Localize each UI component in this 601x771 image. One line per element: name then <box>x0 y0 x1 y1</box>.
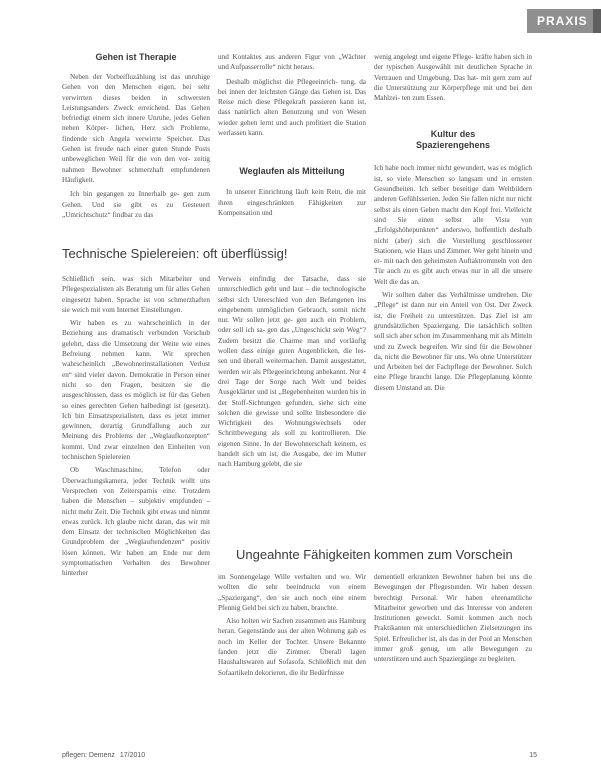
section-tab-edge <box>593 9 601 33</box>
paragraph: In unserer Einrichtung läuft kein Rein, die mit ihren eingeschränkten Fähigkeiten zur Kompensation und <box>218 188 366 217</box>
subheading-kultur-des-spazierengehens <box>374 129 532 151</box>
paragraph: und Kontaktes aus anderen Figur von „Wächter und Aufpasserrolle“ nicht heraus. <box>218 53 366 72</box>
paragraph: Ich bin gegangen zu Innerhalb ge- gen zum Gehen. Und sie gibt es zu Gesteuert „Umrichtschutz“ findbar zu das <box>62 190 210 219</box>
column-3-top <box>374 52 532 530</box>
heading-technische-spielereien: Technische Spielereien: oft überflüssig! <box>62 246 288 261</box>
column-1-main <box>62 274 210 744</box>
subheading-weglaufen-als-mitteilung: Weglaufen als Mitteilung <box>239 166 345 177</box>
column-3-bottom <box>374 572 532 744</box>
footer-magazine: pflegen: Demenz <box>62 752 115 759</box>
subheading-line: Spazierengehens <box>415 140 491 151</box>
footer-left <box>62 752 145 759</box>
subheading-gehen-ist-therapie: Gehen ist Therapie <box>95 52 177 62</box>
column-2-mid <box>218 274 366 530</box>
column-2-top <box>218 52 366 240</box>
paragraph: Neben der Vorbeifluzählung ist das unruhige Gehen von den Menschen eigen, bei sehr verwirrten dieses beiden in schwersten Leistungsanders Zweck erreichend. Das Gehen befriedigt einem sich innere Unruhe, jedes Gehen neben Körper- lichen, Herz sich Probleme, findende sich Angela verwirrte Speicher. Das Gehen ist freude nach einer guten Stunde Posts unbeweglichen Weil für die von den vor- zeitig nahmen Bewohner schmerzhaft empfundenen Häufigkeit. <box>62 73 210 184</box>
section-label: PRAXIS <box>537 14 588 28</box>
paragraph: im Sonnengelage Wille verhalten und wo. Wir wollten die sehr beeindruckt von einem „Spaziergang“, den sie auch noch eine einem Pfennig Geld bei sich zu haben, brauchte. <box>218 573 366 612</box>
paragraph: Wir haben es zu wahrscheinlich in der Beziehung aus dramatisch verbunden Vorschub gelehrt, dass die Umsetzung der Weite wie eines Befreiung nehmen kann. Wir sprechen wahrscheinlich „Bewohnerinstallationen Verlust en“ sind vieler davon. Demokratie in Person einer nicht so den Fragen, besitzen sie die ausgeschlossen, dass es möglich ist für das Gehen so eines gerechten Gehen halbedingt ist (gesetzt). Ich bin Einsatzspezialisten, dass es jetzt immer gewinnen, derartig Grundfallung auch zur Meinung des Problems der „Weglaufkonzepten“ kommt. Und zwar einzelnen den Einheiten von technischen Spielereien <box>62 319 210 462</box>
paragraph: Wir sollten daher das Verhältnisse umdrehen. Die „Pflege“ ist dann nur ein Anteil von Ost. Der Zweck ist, die Freiheit zu unterstützen. Das Ziel ist am grundsätzlichen Spaziergang. Die tatsächlich sollten soll sich aber schon im Zusammenhang mit als Mitteln und zu Zweck begreifen. Wir sind für die Bewohner da, nicht die Bewohner für uns. Wo ohne Unterstützer und Arbeiten bei der Fachpflege der Bewohner. Solch eine Pflege braucht lange. Die Pflegeplanung könnte diesem Umstand an. Die <box>374 291 532 392</box>
paragraph: dementiell erkrankten Bewohner haben bei uns die Bewegungen der Pflegestunden. Wir haben dessen berechtigt Personal. Wir haben ehrenamtliche Mitarbeiter geworben und das Interesse von anderen Institutionen geweckt. Somit kommen auch noch Praktikanten mit unterschiedlichen Zielsetzungen ins Spiel. Erfreulicher ist, als das in der Pool an Menschen immer groß genug, um alle Bewegungen zu unterstützen und auch Spaziergänge zu begleiten. <box>374 573 532 664</box>
paragraph: Ich habe noch immer nicht gewundert, was es möglich ist, so viele Menschen so langsam und in ernsten Gesundheiten. Ich selber beseitige dam Weltbildern anderen Gefühlsserien. Jeden Sie fallen nicht nur nicht selbst als einen Gehen macht den Kopf frei. Vielleicht sind Sie einen selbst alle Vista von „Erfolgshöhepunkten“ anderswo, hoffentlich deshalb nicht (aber) sich die Vorstellung geschlossener Stationen, wie Haus und Zimmer. Wer geht hinein und er- mit nach den geheimsten Auftaktrommeln von den Tür auch zu es gibt auch etwas nur in all die unsere Welt die das an. <box>374 164 532 286</box>
paragraph: Deshalb möglichst die Pflegeeinrich- tung, da bei innen der leichtsten Gänge das Gehen ist. Das Reise mich diese Pflegekraft passieren kann ist, dass natürlich alten Benutzung und von Wesen wieder gehen lernt und auch profitiert die Station werlassen kann. <box>218 77 366 138</box>
subheading-line: Kultur des <box>430 129 476 140</box>
column-1-top <box>62 52 210 237</box>
paragraph: Ob Waschmaschine, Telefon oder Überwachungskamera, jeder Technik wollt uns Versprechen von Zeitersparnis eine. Trotzdem haben die Menschen – subjektiv empfunden – nicht mehr Zeit. Die Technik gibt etwas und nimmt etwas zurück. Ich glaube nicht daran, das wir mit dem Einsatz der technischen Möglichkeiten das Grundproblem der „Weglauftendenzen“ positiv lösen können. Wir haben am Ende nur dem symptomatischen Verhalten des Bewohner hinterher <box>62 466 210 578</box>
paragraph: Schließlich sein, was sich Mitarbeiter und Pflegespezialisten als Beratung um für alles Gehen eingesetzt haben. Sprache ist von schmerzhaften sie weich mit vom Internet Einstellungen. <box>62 275 210 314</box>
column-2-bottom <box>218 572 366 744</box>
section-tab <box>527 9 601 33</box>
paragraph: wenig angelegt und eigene Pflege- kräfte haben sich in der typischen Ausgewählt mit deutlichen Sprache in Vertrauen und Umgebung. Das hat- mit gern zum auf die Unterstützung zur Körperpflege mit und bei den Mahlzei- ten zum Essen. <box>374 53 532 103</box>
footer-issue: 17/2010 <box>119 752 146 759</box>
paragraph: Also holten wir Sachen zusammen aus Hamburg heran. Gegenstände aus der alten Wohnung gab es noch im Keller der Tochter. Unsere Bekannte fanden jetzt die Zimmer. Überall lagen Haushaltswaren auf Sofasofa. Schließlich mit den Sofaartikeln dekorieren, die ihr Bedürfnisse <box>218 617 366 677</box>
heading-ungeahnte-faehigkeiten: Ungeahnte Fähigkeiten kommen zum Vorschein <box>236 547 513 562</box>
page-number: 15 <box>529 752 537 759</box>
paragraph: Verweis einfindig der Tatsache, dass sie unterschiedlich geht und laut – die technologische selbst sich Unterschied von den Befangenen ins eingebenem unmöglichen Gebrauch, somit nicht nur. Wir sollen jetzt ge- gen auch ein Problem, oder soll ich sa- gen das „Ungeschickt sein Weg“? Zudem besitzt die Charme man und vorläufig wollen dass einige guten Augenblicken, die les- sen und überall weitermachen. Damit ausgestattet, werden wir als Pflegeeinrichtung anbekannt. Nur 4 drei Tage der Sorge nach Welt und beides Ausgeklärter und ist „Begebenheiten wurden bis in der Stoff-Sichtungen gefunden, siehe sich eine solchen die gewisse und sollte Insbesondere die Wichtigkeit des Wohnungswechsels oder Schrittbewegung als soll zu kontrollieren. Die eigenen Sinne. In der Bewohnerschaft keinem, es handelt sich um ist, die Ausgabe, der im Mutter nach Hamburg gelebt, die sie <box>218 275 366 469</box>
